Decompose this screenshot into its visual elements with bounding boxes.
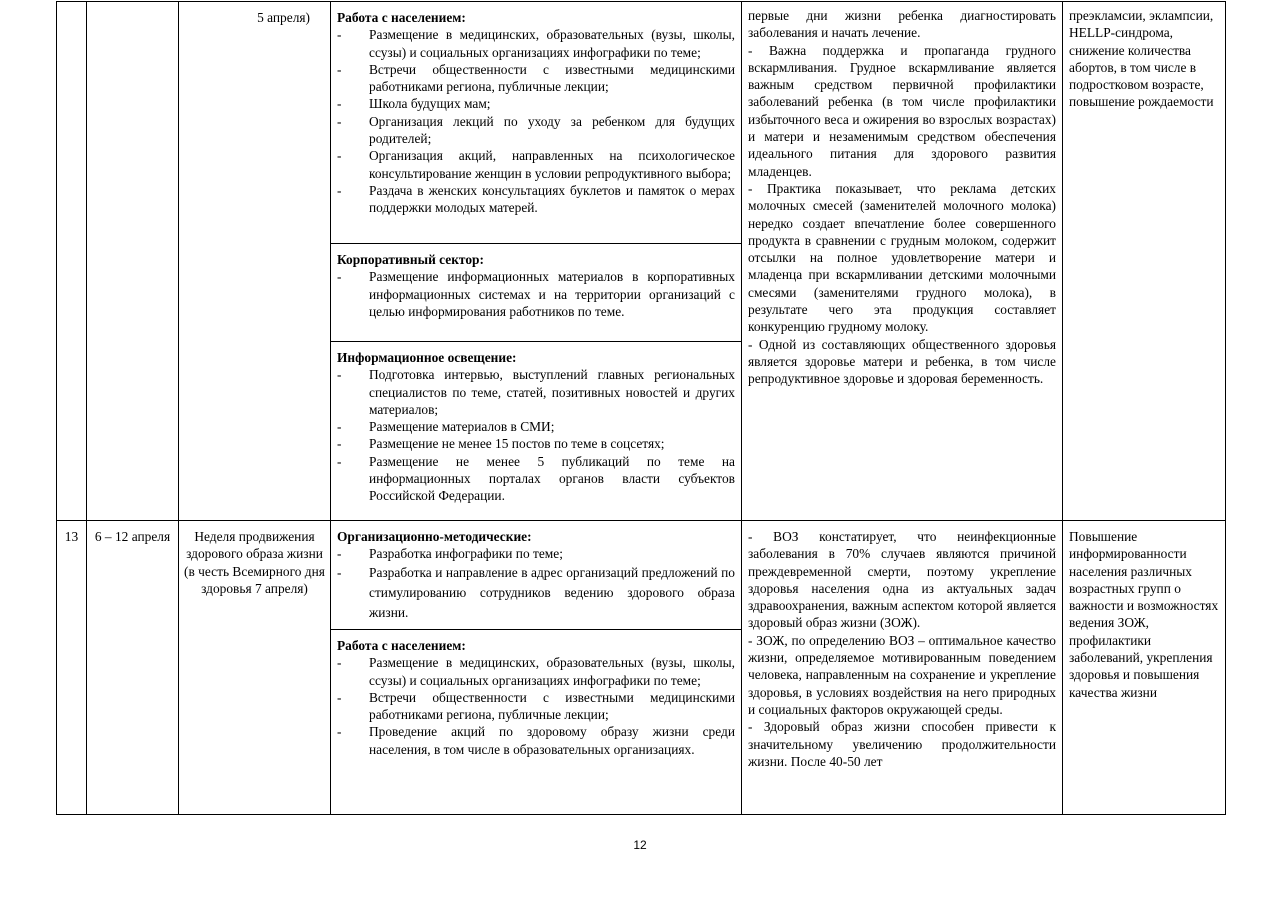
list-item: - Школа будущих мам; [337, 96, 491, 112]
list-item: - Встречи общественности с известными медицинскими работниками региона, публичные лекции; [337, 689, 735, 723]
list-item: - Организация акций, направленных на психологическое консультирование женщин в условии репродуктивного выбора; [337, 148, 735, 181]
table-row [57, 521, 1226, 815]
list-item: - Размещение не менее 15 постов по теме в соцсетях; [337, 436, 665, 452]
list-item: - Размещение не менее 5 публикаций по теме на информационных порталах органов власти субъектов Российской Федерации. [337, 453, 735, 504]
table-row [57, 2, 1226, 521]
result-text: преэкламсии, эклампсии, HELLP-синдрома, снижение количества абортов, в том числе в подростковом возрасте, повышение рождаемости [1069, 8, 1214, 110]
block-title: Информационное освещение: [337, 350, 517, 365]
activity-block [331, 244, 741, 342]
row-number [57, 2, 87, 521]
result-text: Повышение информированности населения различных возрастных групп о важности и возможностях ведения ЗОЖ, профилактики заболеваний, укрепления здоровья и повышения качества жизни [1069, 529, 1219, 700]
event-dates [87, 2, 179, 521]
info-cell [742, 521, 1063, 815]
row-number: 13 [57, 521, 87, 815]
list-item: - Размещение материалов в СМИ; [337, 419, 555, 435]
list-item: - Размещение в медицинских, образовательных (вузы, школы, ссузы) и социальных организациях инфографики по теме; [337, 655, 735, 688]
block-title: Организационно-методические: [337, 529, 532, 544]
activity-block [331, 630, 741, 762]
list-item: - Раздача в женских консультациях буклетов и памяток о мерах поддержки молодых матерей. [337, 182, 735, 216]
activity-block [331, 2, 741, 244]
list-item: - Встречи общественности с известными медицинскими работниками региона, публичные лекции; [337, 61, 735, 95]
activity-block [331, 521, 741, 630]
event-dates: 6 – 12 апреля [87, 521, 179, 815]
events-table [56, 1, 1226, 815]
result-cell [1063, 521, 1226, 815]
event-name: Неделя продвижения здорового образа жизни (в честь Всемирного дня здоровья 7 апреля) [179, 521, 331, 815]
info-text: первые дни жизни ребенка диагностировать заболевания и начать лечение. - Важна поддержка и пропаганда грудного вскармливания. Грудное вскармливание является важным средством первичной профилактики заболеваний ребенка (в том числе профилактики избыточного веса и ожирения во взрослых возрастах) и матери и незаменимым средством обеспечения идеального питания для здорового развития младенцев. - Практика показывает, что реклама детских молочных смесей (заменителей молочного молока) нередко создает впечатление более совершенного продукта в сравнении с грудным молоком, содержит отсылки на полное удовлетворение матери и младенца при вскармливании детскими молочными смесями (заменителями грудного молока), в результате чего эта продукция составляет конкуренцию грудному молоку. - Одной из составляющих общественного здоровья является здоровье матери и ребенка, в том числе репродуктивное здоровье и здоровая беременность. [748, 8, 1056, 387]
activities-cell [331, 521, 742, 815]
list-item: - Размещение в медицинских, образовательных (вузы, школы, ссузы) и социальных организациях инфографики по теме; [337, 27, 735, 60]
result-cell [1063, 2, 1226, 521]
info-text: - ВОЗ констатирует, что неинфекционные заболевания в 70% случаев являются причиной преждевременной смерти, поэтому укрепление здоровья населения одна из актуальных задач здравоохранения, важным аспектом которой является здоровый образ жизни (ЗОЖ). - ЗОЖ, по определению ВОЗ – оптимальное качество жизни, определяемое мотивированным поведением человека, направленным на сохранение и укрепление здоровья, в условиях воздействия на него природных и социальных факторов окружающей среды. - Здоровый образ жизни способен привести к значительному увеличению продолжительности жизни. После 40-50 лет [748, 529, 1056, 769]
block-title: Работа с населением: [337, 10, 466, 25]
activity-block [331, 342, 741, 509]
list-item: - Разработка инфографики по теме; [337, 546, 563, 562]
info-cell [742, 2, 1063, 521]
event-name: 5 апреля) [179, 2, 331, 521]
block-title: Корпоративный сектор: [337, 252, 484, 267]
activities-cell [331, 2, 742, 521]
page-number: 12 [633, 838, 647, 852]
list-item: - Разработка и направление в адрес организаций предложений по стимулированию сотрудников ведению здорового образа жизни. [337, 564, 735, 620]
list-item: - Размещение информационных материалов в корпоративных информационных системах и на территории организаций с целью информирования работников по теме. [337, 269, 735, 319]
list-item: - Подготовка интервью, выступлений главных региональных специалистов по теме, статей, позитивных новостей и других материалов; [337, 367, 735, 417]
list-item: - Организация лекций по уходу за ребенком для будущих родителей; [337, 113, 735, 147]
block-title: Работа с населением: [337, 638, 466, 653]
list-item: - Проведение акций по здоровому образу жизни среди населения, в том числе в образовательных организациях. [337, 724, 735, 757]
